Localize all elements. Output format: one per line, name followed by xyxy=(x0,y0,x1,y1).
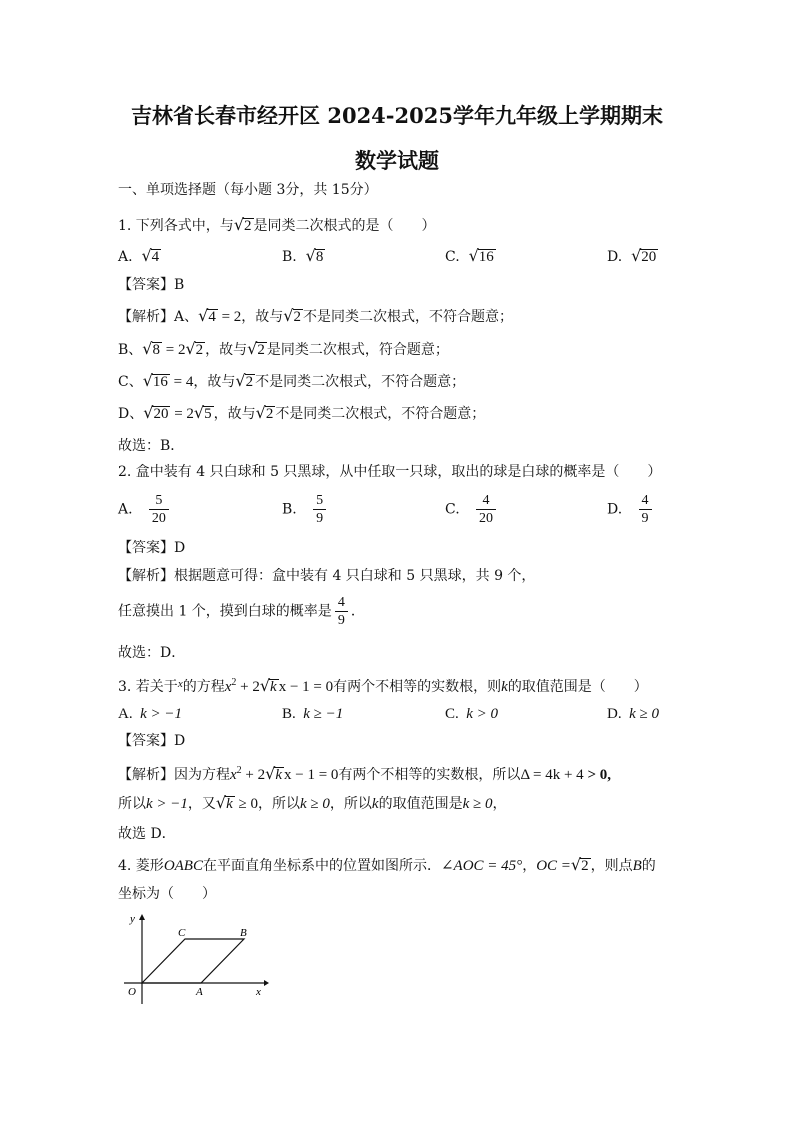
x-label: x xyxy=(256,986,261,998)
q1-analysis-b: B、√8 = 2√2 ，故与√2 是同类二次根式，符合题意； xyxy=(118,339,449,358)
page-subtitle: 数学试题 xyxy=(355,148,439,173)
q2-option-c: C. $\frac{4}{20}$ xyxy=(445,492,499,527)
q2-option-b: B. $\frac{5}{9}$ xyxy=(282,492,329,527)
q1-analysis-a: 【解析】A、√4 = 2，故与√2 不是同类二次根式，不符合题意； xyxy=(118,306,513,325)
x-axis-arrow xyxy=(264,980,269,986)
q2-answer: 【答案】D xyxy=(118,540,186,556)
q2-option-d: D. $\frac{4}{9}$ xyxy=(607,492,655,527)
y-label: y xyxy=(130,913,135,925)
q1-analysis-d: D、√20 = 2√5 ，故与√2 不是同类二次根式，不符合题意； xyxy=(118,403,486,422)
q2-option-a: A. $\frac{5}{20}$ xyxy=(118,492,172,527)
q1-answer: 【答案】B xyxy=(118,277,185,293)
page-title: 吉林省长春市经开区 2024-2025学年九年级上学期期末 xyxy=(131,103,663,128)
section-heading: 一、单项选择题（每小题 3分，共 15分） xyxy=(118,182,378,198)
point-o-label: O xyxy=(128,986,136,998)
q3-answer: 【答案】D xyxy=(118,733,186,749)
q2-conclusion: 故选：D． xyxy=(118,645,186,661)
q1-option-d: D. √20 xyxy=(607,246,657,265)
q3-option-c: C. k > 0 xyxy=(445,706,499,722)
q3-option-d: D. k ≥ 0 xyxy=(607,706,659,722)
q1-option-b: B. √8 xyxy=(282,246,324,265)
point-a-label: A xyxy=(196,986,203,998)
q3-analysis-1: 【解析】因为方程$x^2 + 2√k$ x − 1 = 0有两个不相等的实数根，所以Δ = 4k + 4 > 0, xyxy=(118,764,611,783)
rhombus-figure xyxy=(118,908,278,1008)
q3-option-a: A. k > −1 xyxy=(118,706,182,722)
q2-analysis-1: 【解析】根据题意可得：盒中装有 4 只白球和 5 只黑球，共 9 个， xyxy=(118,568,536,584)
q1-stem: 1. 下列各式中，与√2 是同类二次根式的是（ ） xyxy=(118,215,436,234)
q2-stem: 2. 盒中装有 4 只白球和 5 只黑球，从中任取一只球，取出的球是白球的概率是（ ） xyxy=(118,464,662,480)
q3-stem: 3. 若关于$^x$的方程$x^2 + 2√k$ x − 1 = 0有两个不相等的实数根，则k的取值范围是（ ） xyxy=(118,676,648,695)
q4-stem-line2: 坐标为（ ） xyxy=(118,886,216,902)
q3-option-b: B. k ≥ −1 xyxy=(282,706,344,722)
q1-analysis-c: C、√16 = 4，故与√2 不是同类二次根式，不符合题意； xyxy=(118,371,466,390)
q1-option-c: C. √16 xyxy=(445,246,494,265)
q2-analysis-2: 任意摸出 1 个，摸到白球的概率是 $\frac{4}{9}$ ． xyxy=(118,595,365,628)
point-b-label: B xyxy=(240,927,247,939)
rhombus-oabc xyxy=(142,939,244,983)
q3-conclusion: 故选 D． xyxy=(118,826,176,842)
y-axis-arrow xyxy=(139,914,145,920)
point-c-label: C xyxy=(178,927,186,939)
q1-option-a: A. √4 xyxy=(118,246,160,265)
q4-stem: 4. 菱形OABC在平面直角坐标系中的位置如图所示．∠AOC = 45°，OC =√2 ，则点B的 xyxy=(118,855,656,874)
q3-analysis-2: 所以k > −1，又√k ≥ 0，所以k ≥ 0，所以k的取值范围是k ≥ 0， xyxy=(118,793,507,812)
q1-conclusion: 故选：B． xyxy=(118,438,185,454)
